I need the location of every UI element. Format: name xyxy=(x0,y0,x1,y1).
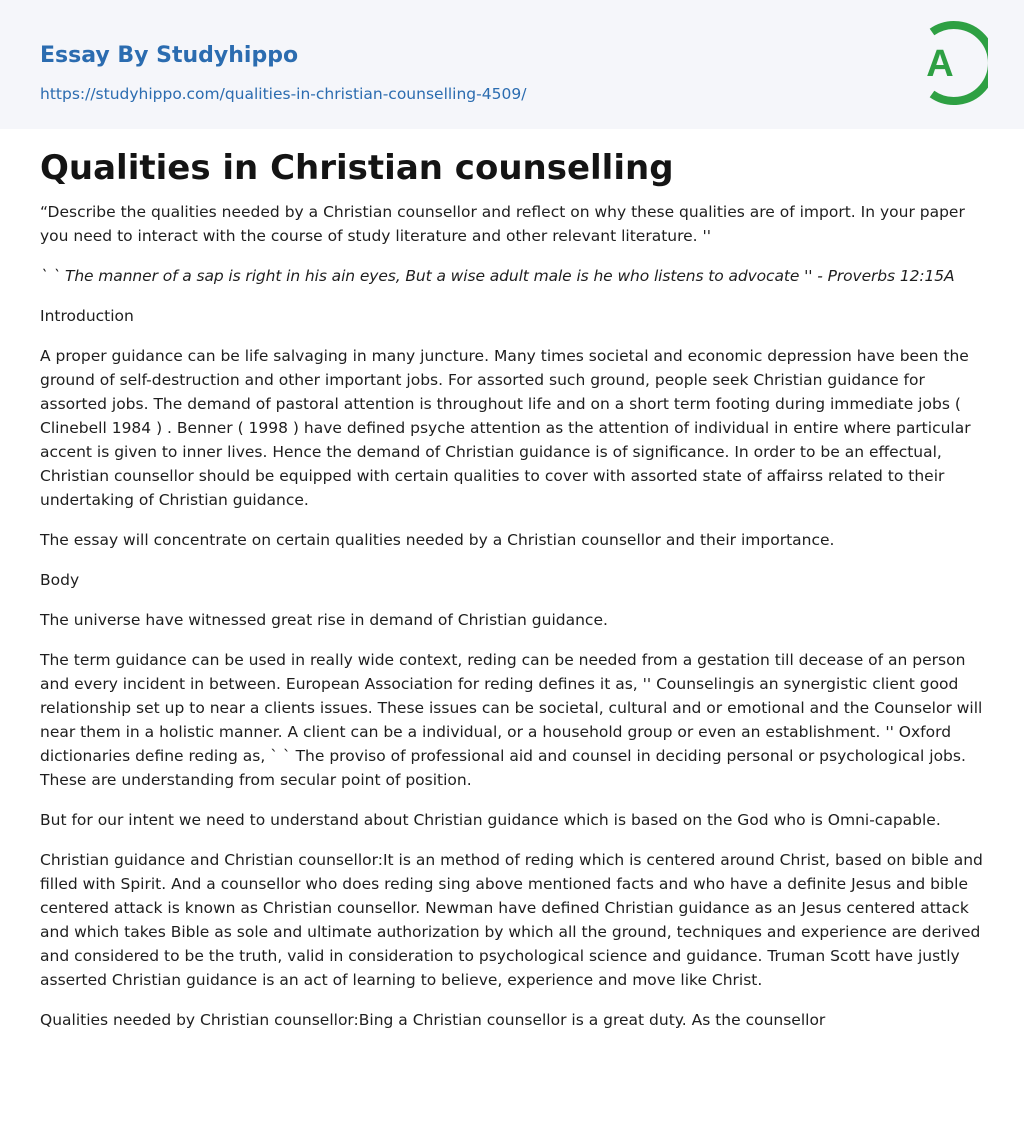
logo-letter: A xyxy=(926,43,954,85)
essay-paragraph: The universe have witnessed great rise in demand of Christian guidance. xyxy=(40,611,608,629)
section-heading-body: Body xyxy=(40,571,80,589)
section-heading-introduction: Introduction xyxy=(40,307,134,325)
site-brand[interactable]: Essay By Studyhippo xyxy=(40,43,299,68)
essay-paragraph: The term guidance can be used in really wide context, reding can be needed from a gestation till decease of an person and every incident in between. European Association for reding defines it as, '' Counselingis an synergistic client good relationship set up to near a clients issues. These issues can be societal, cultural and or emotional and the Counselor will near them in a holistic manner. A client can be a individual, or a household group or even an establishment. '' Oxford dictionaries define reding as, ` ` The proviso of professional aid and counsel in deciding personal or psychological jobs. These are understanding from secular point of position. xyxy=(40,651,983,789)
essay-paragraph: But for our intent we need to understand about Christian guidance which is based on the God who is Omni-capable. xyxy=(40,811,941,829)
essay-epigraph: ` ` The manner of a sap is right in his ain eyes, But a wise adult male is he who listens to advocate '' - Proverbs 12:15A xyxy=(40,267,955,285)
essay-paragraph: Qualities needed by Christian counsellor:Bing a Christian counsellor is a great duty. As the counsellor xyxy=(40,1011,826,1029)
essay-paragraph: A proper guidance can be life salvaging in many juncture. Many times societal and economic depression have been the ground of self-destruction and other important jobs. For assorted such ground, people seek Christian guidance for assorted jobs. The demand of pastoral attention is throughout life and on a short term footing during immediate jobs ( Clinebell 1984 ) . Benner ( 1998 ) have defined psyche attention as the attention of individual in entire where particular accent is given to inner lives. Hence the demand of Christian guidance is of significance. In order to be an effectual, Christian counsellor should be equipped with certain qualities to cover with assorted state of affairss related to their undertaking of Christian guidance. xyxy=(40,347,971,509)
studyhippo-logo-icon[interactable] xyxy=(912,20,988,106)
site-header xyxy=(0,0,1024,129)
essay-paragraph: Christian guidance and Christian counsellor:It is an method of reding which is centered around Christ, based on bible and filled with Spirit. And a counsellor who does reding sing above mentioned facts and who have a definite Jesus and bible centered attack is known as Christian counsellor. Newman have defined Christian guidance as an Jesus centered attack and which takes Bible as sole and ultimate authorization by which all the ground, techniques and experience are derived and considered to be the truth, valid in consideration to psychological science and guidance. Truman Scott have justly asserted Christian guidance is an act of learning to believe, experience and move like Christ. xyxy=(40,851,983,989)
essay-title: Qualities in Christian counselling xyxy=(40,148,674,188)
essay-paragraph: The essay will concentrate on certain qualities needed by a Christian counsellor and their importance. xyxy=(40,531,835,549)
essay-url-link[interactable]: https://studyhippo.com/qualities-in-christian-counselling-4509/ xyxy=(40,85,527,103)
essay-content xyxy=(40,140,988,1048)
essay-prompt: “Describe the qualities needed by a Christian counsellor and reflect on why these qualities are of import. In your paper you need to interact with the course of study literature and other relevant literature. '' xyxy=(40,203,965,245)
